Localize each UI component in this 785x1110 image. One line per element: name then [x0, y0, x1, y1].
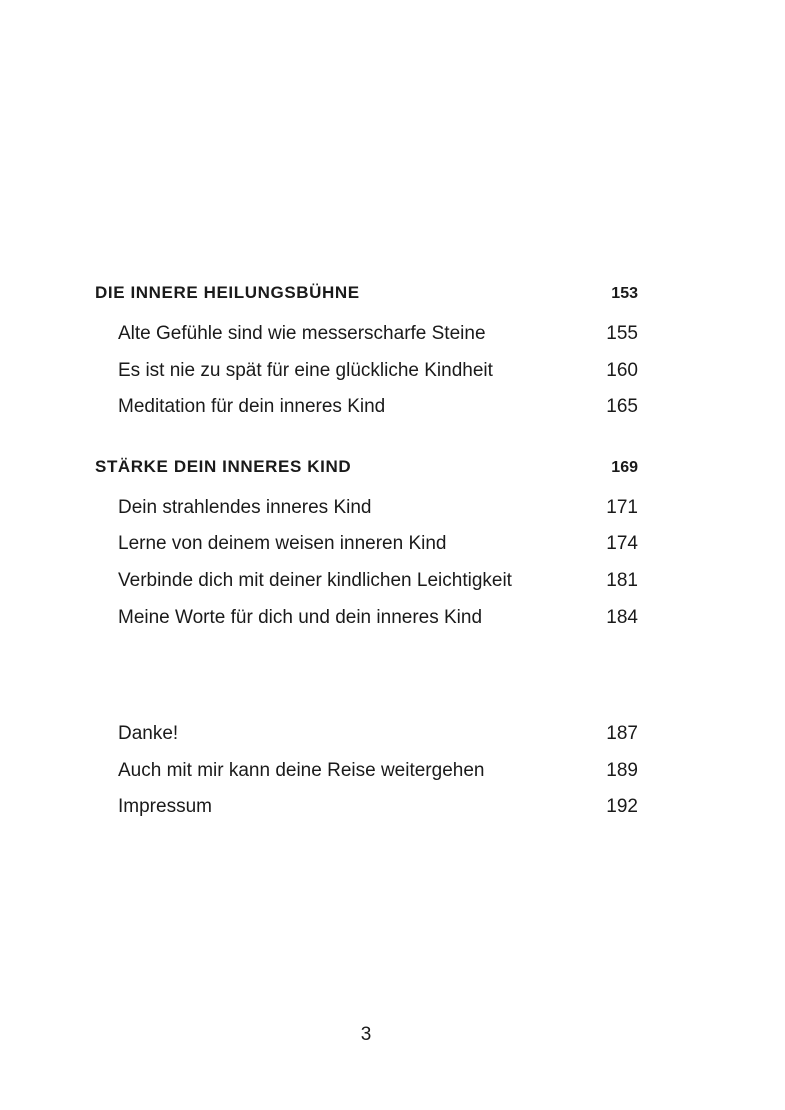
section-title: STÄRKE DEIN INNERES KIND [95, 456, 352, 476]
toc-entry-page-number: 184 [606, 606, 638, 628]
section-heading[interactable] [95, 452, 638, 482]
toc-entry-label: Alte Gefühle sind wie messerscharfe Steine [118, 323, 486, 344]
table-of-contents [95, 278, 638, 852]
toc-appendix [95, 716, 638, 826]
toc-entry-label: Dein strahlendes inneres Kind [118, 496, 372, 518]
toc-entry-label: Es ist nie zu spät für eine glückliche Kindheit [118, 359, 493, 381]
toc-entry[interactable] [95, 316, 638, 353]
toc-entry[interactable] [95, 353, 638, 390]
toc-entry-page-number: 160 [606, 359, 638, 381]
toc-entry-page-number: 174 [606, 533, 638, 555]
toc-entry[interactable] [95, 716, 638, 753]
toc-entry-label: Impressum [118, 796, 212, 818]
toc-entry-page-number: 165 [606, 396, 638, 418]
toc-section-heilungsbuehne [95, 278, 638, 426]
toc-entry-page-number: 181 [606, 569, 638, 591]
toc-entry[interactable] [95, 563, 638, 600]
toc-section-innerer-kind [95, 452, 638, 636]
toc-entry-page-number: 192 [606, 796, 638, 818]
toc-entry-page-number: 189 [606, 759, 638, 781]
toc-entry-label: Lerne von deinem weisen inneren Kind [118, 533, 447, 555]
toc-entry-label: Danke! [118, 723, 179, 745]
section-page-number: 169 [611, 458, 638, 476]
toc-entry[interactable] [95, 753, 638, 790]
toc-entry[interactable] [95, 789, 638, 826]
toc-entry[interactable] [95, 526, 638, 563]
toc-entry[interactable] [95, 600, 638, 637]
toc-entry-page-number: 155 [606, 323, 638, 344]
toc-entry-page-number: 171 [606, 496, 638, 518]
toc-entry-label: Meditation für dein inneres Kind [118, 396, 386, 418]
toc-entry-label: Meine Worte für dich und dein inneres Kind [118, 606, 483, 628]
section-title: DIE INNERE HEILUNGSBÜHNE [95, 283, 360, 302]
toc-entry[interactable] [95, 490, 638, 527]
toc-entry[interactable] [95, 389, 638, 426]
section-page-number: 153 [611, 285, 638, 302]
section-heading[interactable] [95, 278, 638, 308]
toc-entry-label: Auch mit mir kann deine Reise weitergehen [118, 759, 485, 781]
toc-entry-label: Verbinde dich mit deiner kindlichen Leichtigkeit [118, 569, 512, 591]
toc-entry-page-number: 187 [606, 723, 638, 745]
page-number-footer: 3 [360, 1024, 372, 1045]
